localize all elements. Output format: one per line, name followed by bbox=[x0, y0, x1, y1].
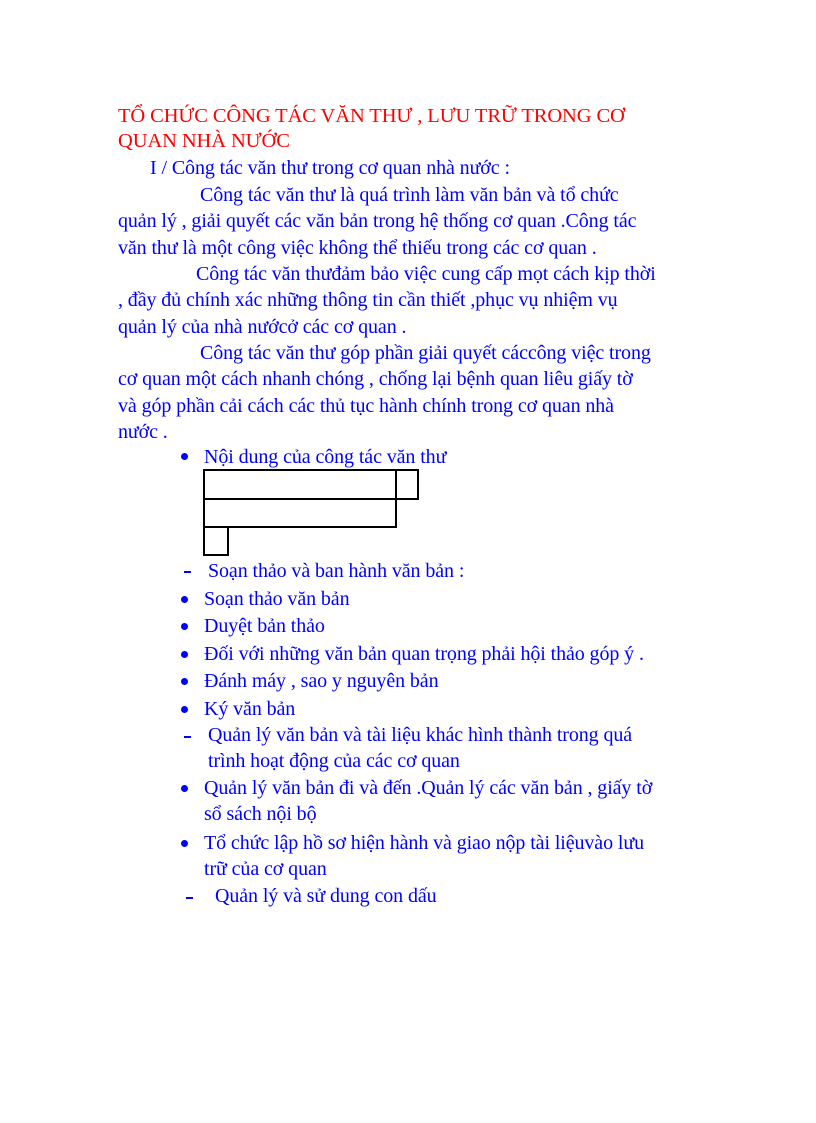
paragraph-1-line-2: quản lý , giải quyết các văn bản trong hệ thống cơ quan .Công tác bbox=[118, 210, 637, 232]
paragraph-3-line-4: nước . bbox=[118, 421, 168, 443]
list-item-2: Soạn thảo văn bản bbox=[204, 588, 350, 610]
list-item-8-line-1: Quản lý văn bản đi và đến .Quản lý các văn bản , giấy tờ bbox=[204, 777, 653, 799]
diagram-box-middle-row bbox=[203, 498, 397, 528]
paragraph-2-line-2: , đầy đủ chính xác những thông tin cần thiết ,phục vụ nhiệm vụ bbox=[118, 289, 618, 311]
paragraph-3-line-2: cơ quan một cách nhanh chóng , chống lại bệnh quan liêu giấy tờ bbox=[118, 368, 633, 390]
bullet-icon bbox=[181, 596, 188, 603]
bullet-icon bbox=[181, 651, 188, 658]
bullet-icon bbox=[181, 623, 188, 630]
paragraph-3-line-3: và góp phần cải cách các thủ tục hành chính trong cơ quan nhà bbox=[118, 395, 614, 417]
list-item-9-line-2: trữ của cơ quan bbox=[204, 858, 327, 880]
dash-icon bbox=[184, 571, 191, 573]
paragraph-2-line-3: quản lý của nhà nướcở các cơ quan . bbox=[118, 316, 407, 338]
list-item-8-line-2: sổ sách nội bộ bbox=[204, 803, 317, 825]
paragraph-3-line-1: Công tác văn thư góp phần giải quyết cáccông việc trong bbox=[200, 342, 651, 364]
list-item-7-line-2: trình hoạt động của các cơ quan bbox=[208, 750, 460, 772]
bullet-icon bbox=[181, 840, 188, 847]
list-item-3: Duyệt bản thảo bbox=[204, 615, 325, 637]
section-heading: I / Công tác văn thư trong cơ quan nhà nước : bbox=[150, 157, 510, 179]
content-heading: Nội dung của công tác văn thư bbox=[204, 446, 447, 468]
dash-icon bbox=[184, 736, 191, 738]
bullet-icon bbox=[181, 706, 188, 713]
list-item-10: Quản lý và sử dung con dấu bbox=[215, 885, 437, 907]
bullet-icon bbox=[181, 678, 188, 685]
diagram-box-top-row bbox=[203, 469, 419, 500]
dash-icon bbox=[186, 897, 193, 899]
document-title-line-1: TỔ CHỨC CÔNG TÁC VĂN THƯ , LƯU TRỮ TRONG CƠ bbox=[118, 105, 625, 127]
diagram-box-bottom-cell bbox=[203, 526, 229, 556]
diagram-box-top-right-cell bbox=[395, 469, 419, 500]
list-item-4: Đối với những văn bản quan trọng phải hội thảo góp ý . bbox=[204, 643, 644, 665]
paragraph-1-line-1: Công tác văn thư là quá trình làm văn bản và tổ chức bbox=[200, 184, 619, 206]
bullet-icon bbox=[181, 785, 188, 792]
bullet-icon bbox=[181, 453, 188, 460]
paragraph-1-line-3: văn thư là một công việc không thể thiếu trong các cơ quan . bbox=[118, 237, 597, 259]
list-item-9-line-1: Tổ chức lập hồ sơ hiện hành và giao nộp tài liệuvào lưu bbox=[204, 832, 644, 854]
document-title-line-2: QUAN NHÀ NƯỚC bbox=[118, 130, 290, 152]
list-item-5: Đánh máy , sao y nguyên bản bbox=[204, 670, 439, 692]
paragraph-2-line-1: Công tác văn thưđảm bảo việc cung cấp mọt cách kịp thời bbox=[196, 263, 656, 285]
list-item-6: Ký văn bản bbox=[204, 698, 296, 720]
list-item-7-line-1: Quản lý văn bản và tài liệu khác hình thành trong quá bbox=[208, 724, 633, 746]
list-item-1: Soạn thảo và ban hành văn bản : bbox=[208, 560, 465, 582]
